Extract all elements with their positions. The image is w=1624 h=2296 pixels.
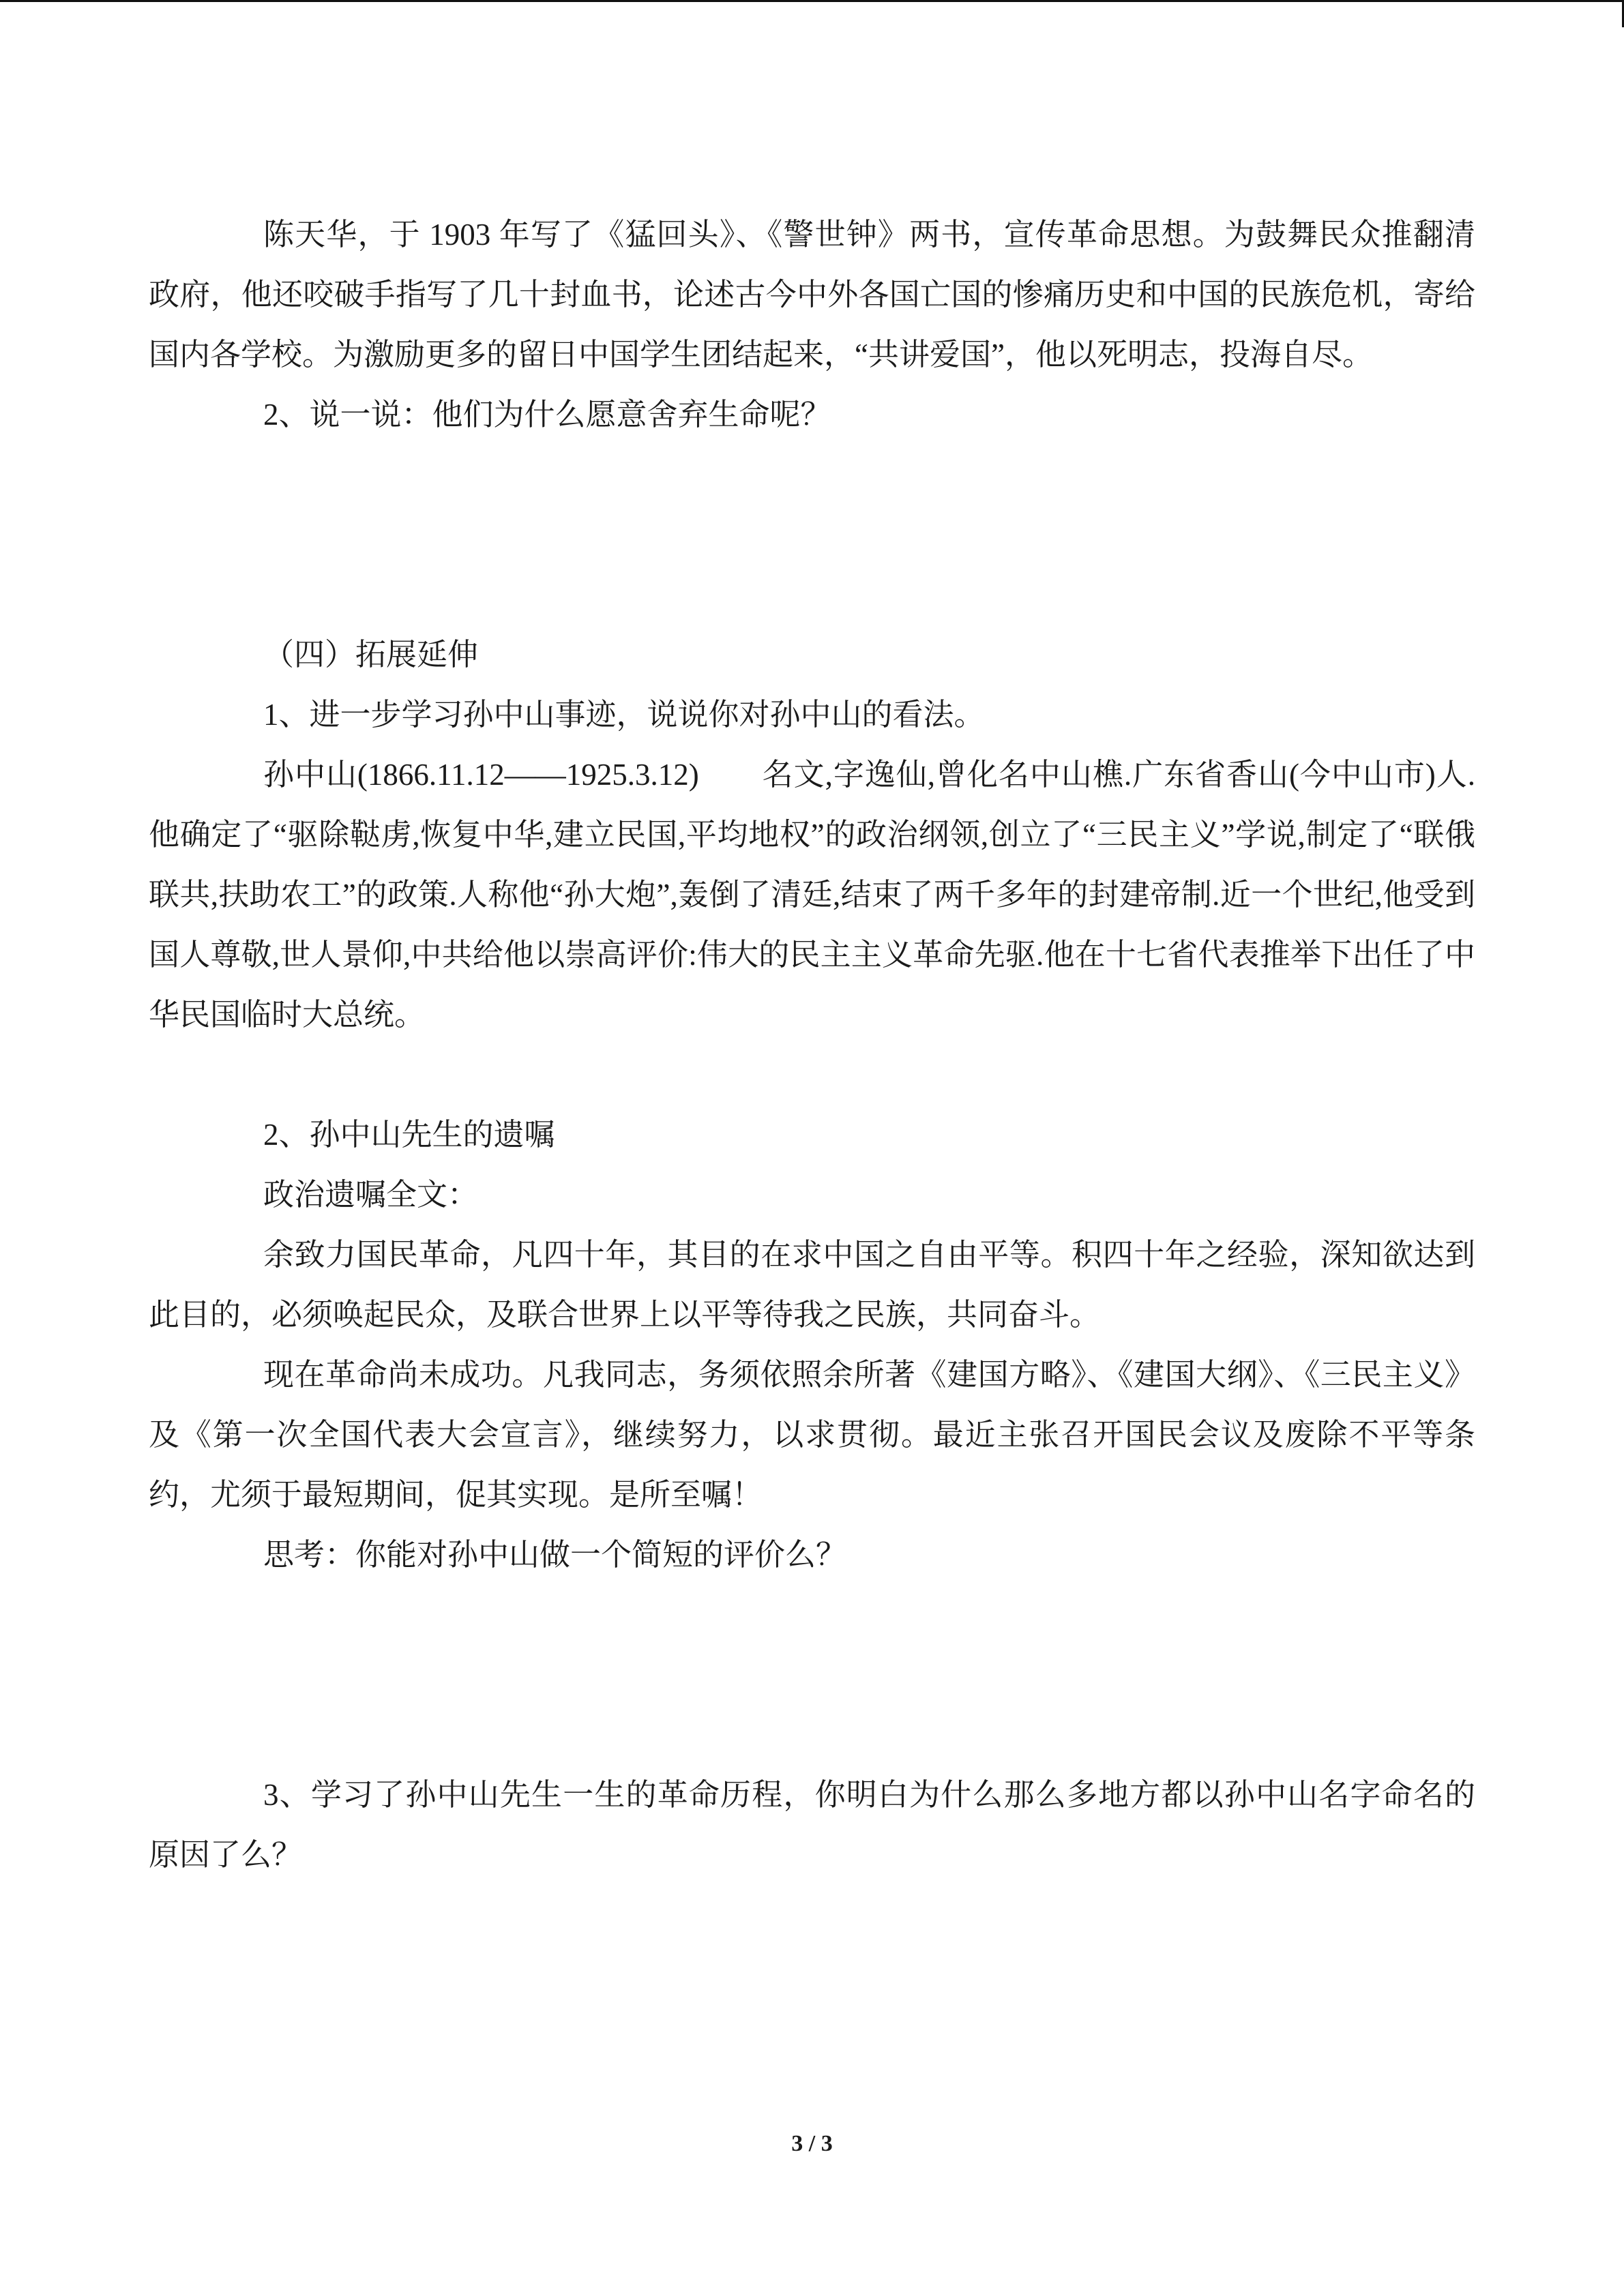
question-2-say: 2、说一说：他们为什么愿意舍弃生命呢？ (263, 398, 831, 432)
answer-space (149, 445, 1475, 625)
answer-space (149, 1585, 1475, 1765)
paragraph-sun-bio: 孙中山(1866.11.12——1925.3.12) 名文,字逸仙,曾化名中山樵.广东省香山(今中山市)人.他确定了“驱除鞑虏,恢复中华,建立民国,平均地权”的政治纲领,创立了“三民主义”学说,制定了“联俄联共,扶助农工”的政策.人称他“孙大炮”,轰倒了清廷,结束了两千多年的封建帝制.近一个世纪,他受到国人尊敬,世人景仰,中共给他以崇高评价:伟大的民主主义革命先驱.他在十七省代表推举下出任了中华民国临时大总统。 (149, 758, 1475, 1032)
think-question: 思考：你能对孙中山做一个简短的评价么？ (263, 1538, 847, 1572)
spacer (149, 1045, 1475, 1105)
will-paragraph-1: 余致力国民革命，凡四十年，其目的在求中国之自由平等。积四十年之经验，深知欲达到此目的，必须唤起民众，及联合世界上以平等待我之民族，共同奋斗。 (149, 1238, 1475, 1332)
will-heading: 政治遗嘱全文： (263, 1178, 479, 1212)
will-paragraph-2: 现在革命尚未成功。凡我同志，务须依照余所著《建国方略》、《建国大纲》、《三民主义》及《第一次全国代表大会宣言》，继续努力，以求贯彻。最近主张召开国民会议及废除不平等条约，尤须于最短期间，促其实现。是所至嘱！ (149, 1358, 1475, 1512)
item-1: 1、进一步学习孙中山事迹，说说你对孙中山的看法。 (263, 698, 985, 732)
section-4-title: （四）拓展延伸 (263, 638, 479, 672)
top-border-line (0, 0, 1624, 2)
item-3: 3、学习了孙中山先生一生的革命历程，你明白为什么那么多地方都以孙中山名字命名的原因了么？ (149, 1778, 1475, 1872)
page-number: 3 / 3 (791, 2131, 833, 2156)
item-2: 2、孙中山先生的遗嘱 (263, 1118, 555, 1152)
document-body (149, 205, 1475, 1885)
paragraph-chen-tianhua: 陈天华，于 1903 年写了《猛回头》、《警世钟》两书，宣传革命思想。为鼓舞民众推翻清政府，他还咬破手指写了几十封血书，论述古今中外各国亡国的惨痛历史和中国的民族危机，寄给国内各学校。为激励更多的留日中国学生团结起来，“共讲爱国”，他以死明志，投海自尽。 (149, 218, 1475, 372)
